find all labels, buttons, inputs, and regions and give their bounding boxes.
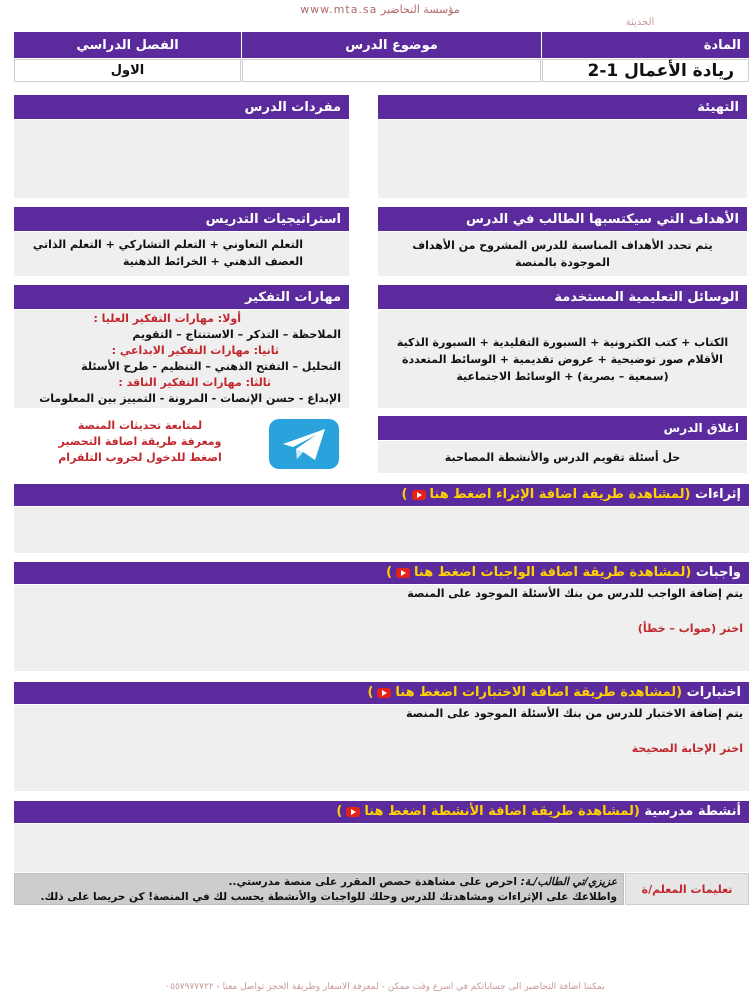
tests-answer: اختر الإجابة الصحيحة <box>631 742 743 755</box>
strategies-line1: التعلم التعاوني + التعلم التشاركي + التعلم الذاتي <box>32 238 303 251</box>
paper-plane-icon <box>269 419 339 469</box>
youtube-icon <box>412 490 426 500</box>
media-line3: (سمعية – بصرية) + الوسائط الاجتماعية <box>456 369 669 383</box>
youtube-icon <box>377 688 391 698</box>
enrichment-link[interactable]: (لمشاهدة طريقة اضافة الإثراء اضغط هنا) <box>401 487 691 502</box>
telegram-text[interactable] <box>40 418 240 466</box>
media-line1: الكتاب + كتب الكترونية + السبورة التقليدية + السبورة الذكية <box>396 335 729 349</box>
teacher-line1: عزيزي/تي الطالب/ـة: احرص على مشاهدة حصص المقرر على منصة مدرستي.. <box>228 876 617 888</box>
enrichment-header <box>14 484 749 506</box>
homework-answer: اختر (صواب – خطأ) <box>637 622 743 635</box>
thinking-heading-2: ثانيا: مهارات التفكير الابداعي : <box>111 344 279 357</box>
youtube-icon <box>396 568 410 578</box>
thinking-text-1: الملاحظة – التذكر – الاستنتاج – التقويم <box>132 328 341 341</box>
homework-body <box>14 585 749 671</box>
closure-body: حل أسئلة تقويم الدرس والأنشطة المصاحبة <box>378 441 747 473</box>
header-topic-label: موضوع الدرس <box>242 32 541 58</box>
watermark-top: مؤسسة التحاضير www.mta.sa <box>300 3 460 16</box>
homework-link[interactable]: (لمشاهدة طريقة اضافة الواجبات اضغط هنا) <box>386 565 692 580</box>
enrichment-body <box>14 507 749 553</box>
teacher-label-cell <box>625 873 749 905</box>
telegram-line3: اضغط للدخول لجروب التلقرام <box>58 451 222 464</box>
telegram-line1: لمتابعة تحديثات المنصة <box>77 419 203 432</box>
watermark-sub: الحديثة <box>625 17 655 28</box>
thinking-header: مهارات التفكير <box>14 285 349 309</box>
thinking-text-2: التحليل – التفتح الذهني – التنظيم - طرح الأسئلة <box>81 360 341 373</box>
header-topic-value <box>242 59 541 82</box>
tests-text: يتم إضافة الاختبار للدرس من بنك الأسئلة الموجود على المنصة <box>406 707 743 720</box>
tests-body <box>14 705 749 791</box>
closure-header: اغلاق الدرس <box>378 416 747 440</box>
vocab-header: مفردات الدرس <box>14 95 349 119</box>
header-semester-label: الفصل الدراسي <box>14 32 241 58</box>
teacher-line2: واطلاعك على الإثراءات ومشاهدتك للدرس وحلك للواجبات والأنشطة يحسب لك في المنصة! كن حريصا على ذلك. <box>40 891 617 903</box>
thinking-text-3: الإبداع - حسن الإنصات - المرونة - التمييز بين المعلومات <box>39 392 341 405</box>
teacher-label: تعليمات المعلم/ة <box>641 882 733 896</box>
strategies-line2: العصف الذهني + الخرائط الذهنية <box>123 255 303 268</box>
header-subject-value: ريادة الأعمال 1-2 <box>542 59 749 82</box>
header-semester-value: الاول <box>14 59 241 82</box>
media-header: الوسائل التعليمية المستخدمة <box>378 285 747 309</box>
telegram-line2: ومعرفة طريقة اضافة التحضير <box>58 435 222 448</box>
objectives-body: يتم تحدد الأهداف المناسبة للدرس المشروح من الأهداف الموجودة بالمنصة <box>378 232 747 276</box>
strategies-header: استراتيجيات التدريس <box>14 207 349 231</box>
thinking-body <box>14 310 349 408</box>
media-line2: الأقلام صور توضيحية + عروض تقديمية + الوسائط المتعددة <box>402 352 723 366</box>
teacher-text-cell <box>14 873 624 905</box>
activities-link[interactable]: (لمشاهدة طريقة اضافة الأنشطة اضغط هنا) <box>336 804 640 819</box>
media-body <box>378 310 747 408</box>
warmup-body <box>378 120 747 198</box>
strategies-body <box>14 232 349 276</box>
homework-text: يتم إضافة الواجب للدرس من بنك الأسئلة الموجود على المنصة <box>407 587 743 600</box>
activities-body <box>14 824 749 872</box>
homework-label: واجبات <box>695 565 741 580</box>
tests-link[interactable]: (لمشاهدة طريقة اضافة الاختبارات اضغط هنا) <box>367 685 683 700</box>
homework-header <box>14 562 749 584</box>
youtube-icon <box>346 807 360 817</box>
objectives-header: الأهداف التي سيكتسبها الطالب في الدرس <box>378 207 747 231</box>
thinking-heading-1: أولا: مهارات التفكير العليا : <box>93 312 241 325</box>
activities-header <box>14 801 749 823</box>
tests-label: اختبارات <box>686 685 741 700</box>
header-subject-label: المادة <box>542 32 749 58</box>
telegram-icon[interactable] <box>269 419 339 469</box>
footer-watermark: يمكننا اضافة التحاضير الى حساباتكم في أسرع وقت ممكن - لمعرفة الأسعار وطريقة الحجز تواصل معنا - ٠٥٥٧٩٧٧٧٢٢ <box>165 982 605 992</box>
tests-header <box>14 682 749 704</box>
enrichment-label: إثراءات <box>694 487 741 502</box>
warmup-header: التهيئة <box>378 95 747 119</box>
thinking-heading-3: ثالثا: مهارات التفكير الناقد : <box>118 376 271 389</box>
vocab-body <box>14 120 349 198</box>
activities-label: أنشطة مدرسية <box>644 804 741 819</box>
header-table <box>14 32 749 82</box>
